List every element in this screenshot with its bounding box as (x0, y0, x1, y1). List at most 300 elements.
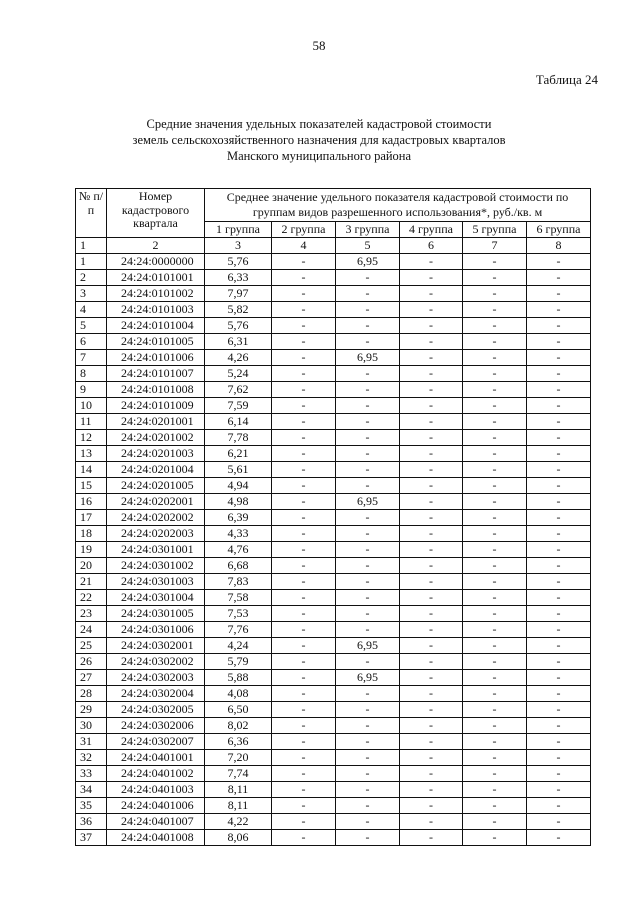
row-number-cell: 31 (76, 734, 107, 750)
group-3-value: - (336, 462, 400, 478)
group-1-value: 4,26 (205, 350, 272, 366)
group-2-value: - (272, 654, 336, 670)
group-5-value: - (463, 622, 527, 638)
table-row (76, 478, 591, 494)
group-6-value: - (527, 542, 591, 558)
group-5-value: - (463, 750, 527, 766)
group-1-value: 8,11 (205, 782, 272, 798)
row-number-cell: 32 (76, 750, 107, 766)
group-3-value: 6,95 (336, 670, 400, 686)
group-3-value: - (336, 782, 400, 798)
table-row (76, 622, 591, 638)
group-2-value: - (272, 542, 336, 558)
group-2-value: - (272, 798, 336, 814)
row-number-cell: 21 (76, 574, 107, 590)
group-1-value: 4,33 (205, 526, 272, 542)
group-2-value: - (272, 526, 336, 542)
table-row (76, 366, 591, 382)
group-6-value: - (527, 382, 591, 398)
row-number-cell: 28 (76, 686, 107, 702)
group-6-value: - (527, 270, 591, 286)
group-5-value: - (463, 798, 527, 814)
table-row (76, 414, 591, 430)
cadastral-number-cell: 24:24:0101006 (107, 350, 205, 366)
group-2-value: - (272, 590, 336, 606)
group-2-value: - (272, 478, 336, 494)
group-2-value: - (272, 702, 336, 718)
group-2-value: - (272, 318, 336, 334)
group-4-value: - (400, 558, 463, 574)
row-number-cell: 35 (76, 798, 107, 814)
group-5-value: - (463, 558, 527, 574)
table-row (76, 718, 591, 734)
cadastral-number-cell: 24:24:0401007 (107, 814, 205, 830)
group-5-value: - (463, 782, 527, 798)
group-2-value: - (272, 414, 336, 430)
group-5-value: - (463, 766, 527, 782)
group-3-value: 6,95 (336, 494, 400, 510)
group-5-value: - (463, 270, 527, 286)
group-4-value: - (400, 526, 463, 542)
group-3-value: - (336, 398, 400, 414)
cadastral-number-cell: 24:24:0301003 (107, 574, 205, 590)
group-2-value: - (272, 366, 336, 382)
group-1-value: 4,76 (205, 542, 272, 558)
group-3-value: - (336, 366, 400, 382)
group-6-value: - (527, 414, 591, 430)
group-6-value: - (527, 558, 591, 574)
group-6-value: - (527, 398, 591, 414)
group-4-value: - (400, 638, 463, 654)
group-4-value: - (400, 318, 463, 334)
group-6-value: - (527, 718, 591, 734)
table-row (76, 814, 591, 830)
row-number-cell: 36 (76, 814, 107, 830)
row-number-cell: 27 (76, 670, 107, 686)
group-4-value: - (400, 494, 463, 510)
group-5-value: - (463, 494, 527, 510)
group-4-value: - (400, 398, 463, 414)
column-index: 2 (107, 238, 205, 254)
group-3-value: - (336, 574, 400, 590)
group-3-value: - (336, 734, 400, 750)
group-1-value: 5,24 (205, 366, 272, 382)
row-number-cell: 33 (76, 766, 107, 782)
group-6-value: - (527, 478, 591, 494)
row-number-cell: 14 (76, 462, 107, 478)
group-1-value: 8,06 (205, 830, 272, 846)
group-5-value: - (463, 590, 527, 606)
group-1-value: 7,20 (205, 750, 272, 766)
group-1-value: 4,94 (205, 478, 272, 494)
group-4-value: - (400, 270, 463, 286)
group-2-value: - (272, 814, 336, 830)
group-6-value: - (527, 350, 591, 366)
group-5-value: - (463, 734, 527, 750)
group-2-value: - (272, 270, 336, 286)
table-row (76, 798, 591, 814)
group-1-value: 6,33 (205, 270, 272, 286)
cadastral-number-cell: 24:24:0000000 (107, 254, 205, 270)
row-number-cell: 7 (76, 350, 107, 366)
group-1-value: 6,39 (205, 510, 272, 526)
row-number-cell: 6 (76, 334, 107, 350)
cadastral-number-cell: 24:24:0302004 (107, 686, 205, 702)
group-6-value: - (527, 462, 591, 478)
table-row (76, 782, 591, 798)
cadastral-number-cell: 24:24:0101002 (107, 286, 205, 302)
header-group-5: 5 группа (463, 222, 527, 238)
table-row (76, 446, 591, 462)
group-6-value: - (527, 670, 591, 686)
group-3-value: - (336, 542, 400, 558)
table-row (76, 318, 591, 334)
table-row (76, 526, 591, 542)
group-5-value: - (463, 286, 527, 302)
table-row (76, 750, 591, 766)
group-3-value: - (336, 526, 400, 542)
group-2-value: - (272, 510, 336, 526)
row-number-cell: 37 (76, 830, 107, 846)
group-6-value: - (527, 286, 591, 302)
group-3-value: - (336, 318, 400, 334)
group-2-value: - (272, 782, 336, 798)
row-number-cell: 11 (76, 414, 107, 430)
table-row (76, 590, 591, 606)
group-1-value: 5,76 (205, 254, 272, 270)
group-4-value: - (400, 750, 463, 766)
group-4-value: - (400, 718, 463, 734)
title-line: Манского муниципального района (226, 149, 412, 163)
group-1-value: 7,76 (205, 622, 272, 638)
group-4-value: - (400, 766, 463, 782)
row-number-cell: 26 (76, 654, 107, 670)
group-2-value: - (272, 382, 336, 398)
group-3-value: - (336, 830, 400, 846)
group-3-value: - (336, 558, 400, 574)
group-1-value: 6,50 (205, 702, 272, 718)
group-3-value: - (336, 750, 400, 766)
group-4-value: - (400, 366, 463, 382)
group-1-value: 7,97 (205, 286, 272, 302)
group-5-value: - (463, 654, 527, 670)
cadastral-number-cell: 24:24:0401001 (107, 750, 205, 766)
group-5-value: - (463, 686, 527, 702)
group-4-value: - (400, 814, 463, 830)
table-row (76, 398, 591, 414)
group-5-value: - (463, 606, 527, 622)
group-1-value: 6,14 (205, 414, 272, 430)
group-6-value: - (527, 622, 591, 638)
group-1-value: 5,76 (205, 318, 272, 334)
cadastral-number-cell: 24:24:0401003 (107, 782, 205, 798)
group-6-value: - (527, 830, 591, 846)
group-5-value: - (463, 574, 527, 590)
cadastral-number-cell: 24:24:0302005 (107, 702, 205, 718)
row-number-cell: 29 (76, 702, 107, 718)
group-1-value: 7,78 (205, 430, 272, 446)
group-3-value: - (336, 654, 400, 670)
group-2-value: - (272, 686, 336, 702)
header-group-3: 3 группа (336, 222, 400, 238)
group-5-value: - (463, 526, 527, 542)
group-3-value: - (336, 430, 400, 446)
cadastral-number-cell: 24:24:0202001 (107, 494, 205, 510)
group-6-value: - (527, 638, 591, 654)
group-3-value: - (336, 286, 400, 302)
group-5-value: - (463, 462, 527, 478)
group-2-value: - (272, 830, 336, 846)
cadastral-number-cell: 24:24:0401006 (107, 798, 205, 814)
group-2-value: - (272, 302, 336, 318)
table-row (76, 270, 591, 286)
column-index: 6 (400, 238, 463, 254)
row-number-cell: 22 (76, 590, 107, 606)
group-3-value: - (336, 414, 400, 430)
table-row (76, 254, 591, 270)
row-number-cell: 9 (76, 382, 107, 398)
table-row (76, 286, 591, 302)
group-1-value: 7,59 (205, 398, 272, 414)
group-1-value: 6,21 (205, 446, 272, 462)
document-title (60, 116, 578, 164)
group-4-value: - (400, 590, 463, 606)
table-row (76, 494, 591, 510)
group-1-value: 4,08 (205, 686, 272, 702)
group-5-value: - (463, 430, 527, 446)
row-number-cell: 10 (76, 398, 107, 414)
group-4-value: - (400, 446, 463, 462)
group-6-value: - (527, 430, 591, 446)
group-1-value: 6,36 (205, 734, 272, 750)
cadastral-number-cell: 24:24:0201001 (107, 414, 205, 430)
group-3-value: - (336, 798, 400, 814)
group-4-value: - (400, 478, 463, 494)
cadastral-number-cell: 24:24:0301002 (107, 558, 205, 574)
group-5-value: - (463, 382, 527, 398)
cadastral-number-cell: 24:24:0302003 (107, 670, 205, 686)
cadastral-number-cell: 24:24:0101003 (107, 302, 205, 318)
row-number-cell: 5 (76, 318, 107, 334)
cadastral-number-cell: 24:24:0201002 (107, 430, 205, 446)
group-5-value: - (463, 398, 527, 414)
column-index: 1 (76, 238, 107, 254)
row-number-cell: 16 (76, 494, 107, 510)
group-1-value: 6,31 (205, 334, 272, 350)
group-4-value: - (400, 606, 463, 622)
table-row (76, 766, 591, 782)
group-2-value: - (272, 286, 336, 302)
table-row (76, 670, 591, 686)
cadastral-number-cell: 24:24:0201003 (107, 446, 205, 462)
group-6-value: - (527, 702, 591, 718)
group-4-value: - (400, 798, 463, 814)
column-index: 7 (463, 238, 527, 254)
group-3-value: - (336, 622, 400, 638)
header-row-number: № п/п (76, 189, 107, 238)
title-line: земель сельскохозяйственного назначения для кадастровых кварталов (132, 133, 506, 147)
group-6-value: - (527, 366, 591, 382)
group-2-value: - (272, 574, 336, 590)
cadastral-number-cell: 24:24:0401008 (107, 830, 205, 846)
group-2-value: - (272, 638, 336, 654)
table-row (76, 558, 591, 574)
group-1-value: 7,62 (205, 382, 272, 398)
group-2-value: - (272, 494, 336, 510)
group-4-value: - (400, 574, 463, 590)
header-group-4: 4 группа (400, 222, 463, 238)
group-1-value: 4,98 (205, 494, 272, 510)
group-5-value: - (463, 302, 527, 318)
cadastral-number-cell: 24:24:0201005 (107, 478, 205, 494)
group-2-value: - (272, 734, 336, 750)
row-number-cell: 25 (76, 638, 107, 654)
group-6-value: - (527, 302, 591, 318)
group-2-value: - (272, 558, 336, 574)
row-number-cell: 3 (76, 286, 107, 302)
title-line: Средние значения удельных показателей кадастровой стоимости (146, 117, 492, 131)
column-index: 3 (205, 238, 272, 254)
group-2-value: - (272, 718, 336, 734)
group-5-value: - (463, 702, 527, 718)
table-row (76, 702, 591, 718)
group-4-value: - (400, 542, 463, 558)
group-3-value: - (336, 606, 400, 622)
table-row (76, 638, 591, 654)
group-1-value: 7,58 (205, 590, 272, 606)
group-1-value: 4,22 (205, 814, 272, 830)
group-6-value: - (527, 798, 591, 814)
group-3-value: - (336, 334, 400, 350)
row-number-cell: 18 (76, 526, 107, 542)
group-6-value: - (527, 766, 591, 782)
group-2-value: - (272, 766, 336, 782)
table-row (76, 350, 591, 366)
group-1-value: 7,53 (205, 606, 272, 622)
cadastral-number-cell: 24:24:0101007 (107, 366, 205, 382)
cadastral-number-cell: 24:24:0202002 (107, 510, 205, 526)
row-number-cell: 12 (76, 430, 107, 446)
row-number-cell: 4 (76, 302, 107, 318)
group-3-value: 6,95 (336, 350, 400, 366)
group-3-value: - (336, 382, 400, 398)
cadastral-number-cell: 24:24:0101001 (107, 270, 205, 286)
table-label: Таблица 24 (535, 72, 598, 87)
row-number-cell: 8 (76, 366, 107, 382)
row-number-cell: 2 (76, 270, 107, 286)
group-1-value: 4,24 (205, 638, 272, 654)
row-number-cell: 24 (76, 622, 107, 638)
cadastral-number-cell: 24:24:0301005 (107, 606, 205, 622)
group-2-value: - (272, 622, 336, 638)
cadastral-value-table (75, 188, 591, 846)
cadastral-number-cell: 24:24:0302007 (107, 734, 205, 750)
row-number-cell: 17 (76, 510, 107, 526)
group-1-value: 8,11 (205, 798, 272, 814)
table-row (76, 830, 591, 846)
group-6-value: - (527, 574, 591, 590)
group-1-value: 7,74 (205, 766, 272, 782)
table-row (76, 430, 591, 446)
cadastral-number-cell: 24:24:0301006 (107, 622, 205, 638)
group-5-value: - (463, 830, 527, 846)
group-5-value: - (463, 510, 527, 526)
group-5-value: - (463, 334, 527, 350)
row-number-cell: 30 (76, 718, 107, 734)
group-4-value: - (400, 510, 463, 526)
group-4-value: - (400, 734, 463, 750)
group-5-value: - (463, 318, 527, 334)
group-4-value: - (400, 830, 463, 846)
group-2-value: - (272, 430, 336, 446)
page-number: 58 (312, 38, 326, 53)
group-5-value: - (463, 638, 527, 654)
group-4-value: - (400, 462, 463, 478)
group-3-value: 6,95 (336, 254, 400, 270)
group-3-value: - (336, 718, 400, 734)
group-3-value: - (336, 302, 400, 318)
group-2-value: - (272, 750, 336, 766)
cadastral-number-cell: 24:24:0302001 (107, 638, 205, 654)
table-row (76, 574, 591, 590)
group-3-value: - (336, 446, 400, 462)
group-5-value: - (463, 254, 527, 270)
group-6-value: - (527, 734, 591, 750)
group-1-value: 6,68 (205, 558, 272, 574)
group-2-value: - (272, 350, 336, 366)
group-4-value: - (400, 254, 463, 270)
group-4-value: - (400, 622, 463, 638)
row-number-cell: 19 (76, 542, 107, 558)
table-row (76, 510, 591, 526)
group-1-value: 5,79 (205, 654, 272, 670)
group-6-value: - (527, 654, 591, 670)
group-6-value: - (527, 494, 591, 510)
cadastral-number-cell: 24:24:0401002 (107, 766, 205, 782)
group-4-value: - (400, 414, 463, 430)
group-2-value: - (272, 398, 336, 414)
group-4-value: - (400, 286, 463, 302)
cadastral-number-cell: 24:24:0202003 (107, 526, 205, 542)
cadastral-number-cell: 24:24:0301001 (107, 542, 205, 558)
column-index: 5 (336, 238, 400, 254)
group-4-value: - (400, 350, 463, 366)
group-2-value: - (272, 254, 336, 270)
group-6-value: - (527, 750, 591, 766)
group-6-value: - (527, 334, 591, 350)
header-cadastral-quarter: Номер кадастрового квартала (107, 189, 205, 238)
group-6-value: - (527, 510, 591, 526)
group-4-value: - (400, 302, 463, 318)
group-6-value: - (527, 318, 591, 334)
table-row (76, 654, 591, 670)
group-2-value: - (272, 606, 336, 622)
table-row (76, 302, 591, 318)
cadastral-number-cell: 24:24:0101009 (107, 398, 205, 414)
cadastral-number-cell: 24:24:0101008 (107, 382, 205, 398)
column-index-row (76, 238, 591, 254)
group-3-value: - (336, 270, 400, 286)
table-body (76, 254, 591, 846)
group-5-value: - (463, 542, 527, 558)
group-4-value: - (400, 654, 463, 670)
group-6-value: - (527, 590, 591, 606)
group-6-value: - (527, 526, 591, 542)
group-6-value: - (527, 446, 591, 462)
column-index: 4 (272, 238, 336, 254)
group-1-value: 5,88 (205, 670, 272, 686)
table-row (76, 542, 591, 558)
